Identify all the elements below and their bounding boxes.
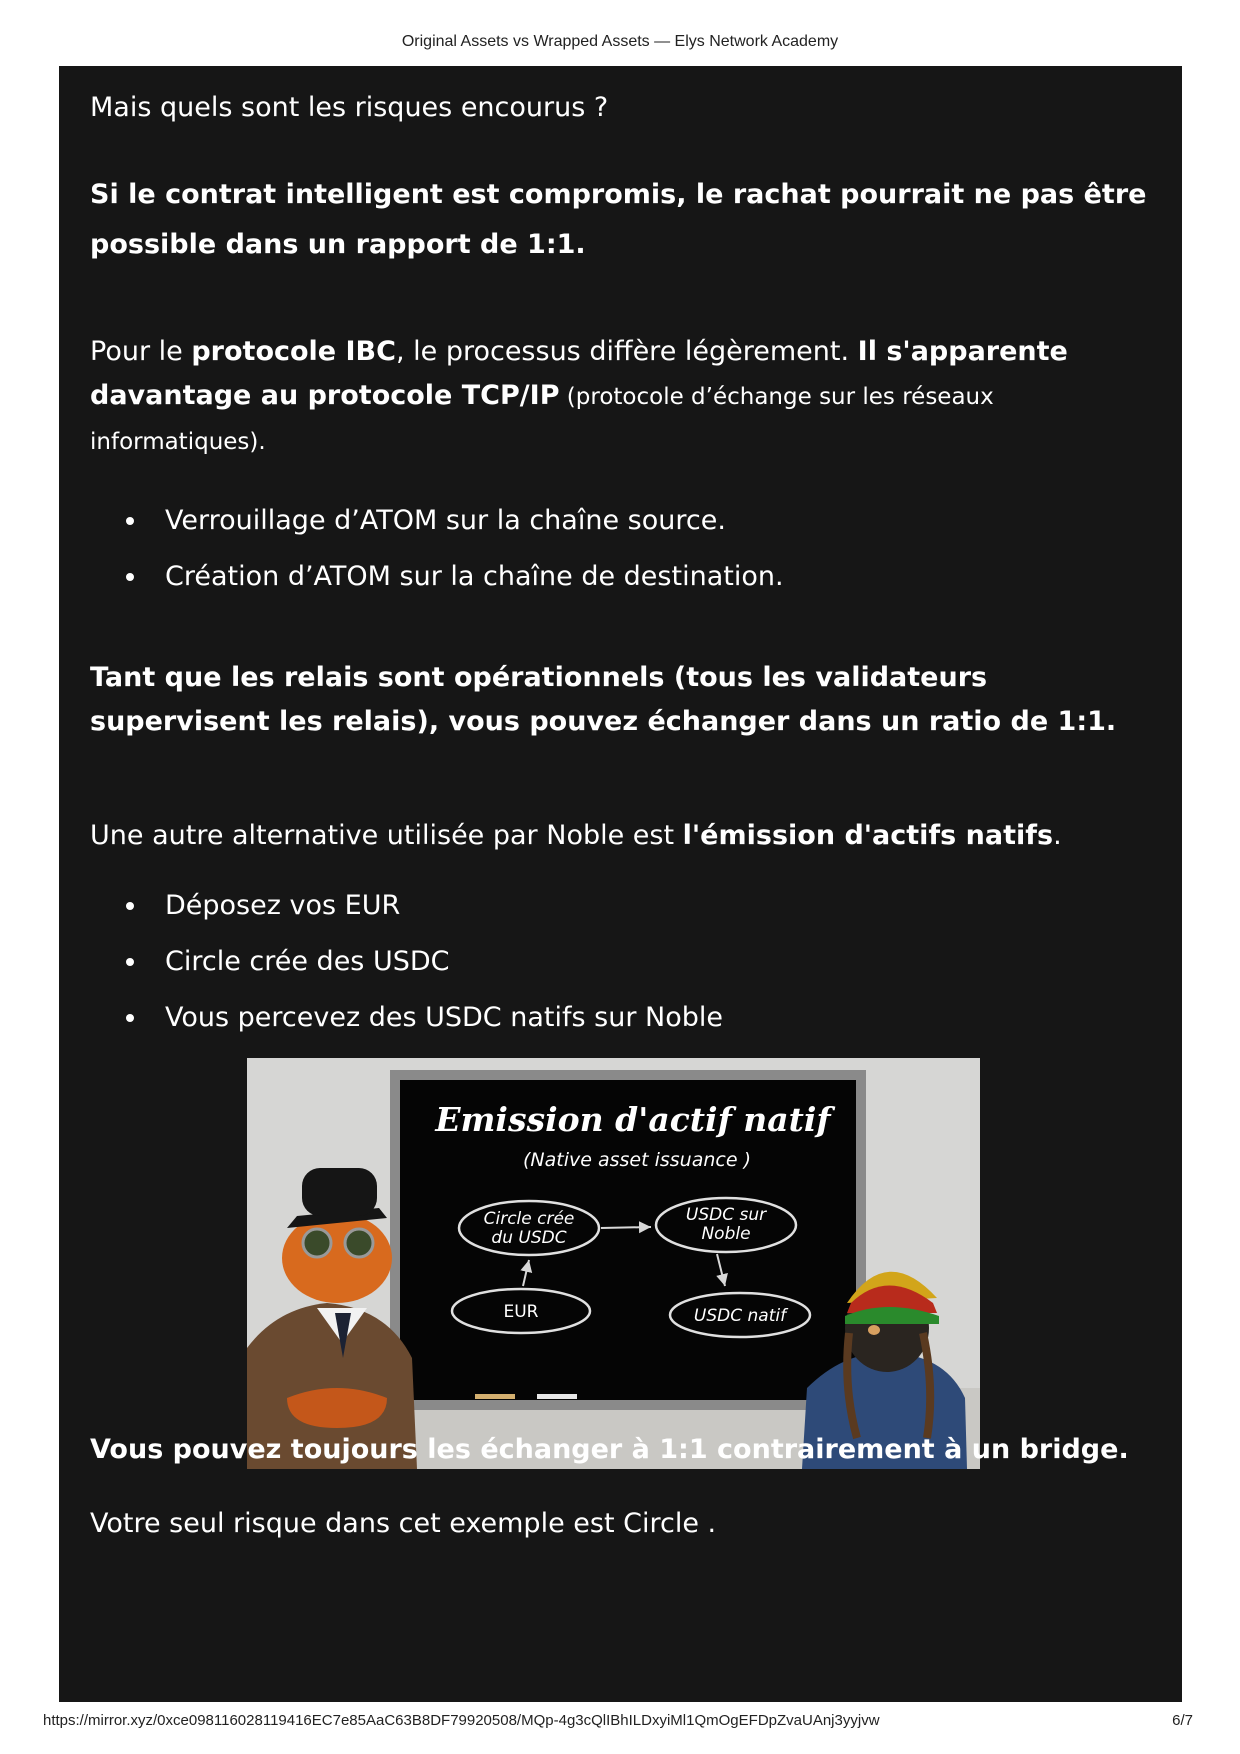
ibc-steps-list <box>90 499 784 611</box>
arrow-circle-to-noble <box>601 1227 651 1228</box>
native-issuance-illustration <box>247 1058 980 1469</box>
bullet-icon <box>126 573 134 581</box>
list-item: Circle crée des USDC <box>90 940 723 996</box>
print-header-title: Original Assets vs Wrapped Assets — Elys Network Academy <box>401 33 839 50</box>
bridge-statement: Vous pouvez toujours les échanger à 1:1 contrairement à un bridge. <box>90 1434 1129 1465</box>
ibc-bold-1: protocole IBC <box>191 336 396 367</box>
noble-text: Une autre alternative utilisée par Noble est <box>90 820 683 851</box>
ibc-bold-2: Il s'apparente davantage au protocole TCP/IP <box>90 336 1068 411</box>
noble-paragraph: Une autre alternative utilisée par Noble est l'émission d'actifs natifs. <box>90 820 1062 851</box>
illustration-title: Emission d'actif natif <box>435 1100 831 1139</box>
circle-risk-statement: Votre seul risque dans cet exemple est Circle . <box>90 1508 717 1539</box>
bullet-icon <box>126 958 134 966</box>
node-native-label: USDC natif <box>693 1306 787 1326</box>
list-item: Création d’ATOM sur la chaîne de destination. <box>90 555 784 611</box>
node-eur-label: EUR <box>503 1302 539 1322</box>
node-usdc-line2: Noble <box>701 1224 751 1244</box>
illustration-subtitle: (Native asset issuance ) <box>523 1149 751 1171</box>
bullet-icon <box>126 1014 134 1022</box>
node-usdc-line1: USDC sur <box>685 1205 767 1225</box>
page-number: 6/7 <box>1172 1712 1193 1729</box>
noble-bold: l'émission d'actifs natifs <box>682 820 1054 851</box>
list-item: Déposez vos EUR <box>90 884 723 940</box>
risks-question: Mais quels sont les risques encourus ? <box>90 92 609 123</box>
ibc-small: (protocole d’échange sur les réseaux informatiques). <box>90 384 994 455</box>
article-panel <box>59 66 1182 1702</box>
list-item: Verrouillage d’ATOM sur la chaîne source. <box>90 499 784 555</box>
print-footer <box>43 1712 1193 1729</box>
ibc-text-2: , le processus diffère légèrement. <box>395 336 858 367</box>
risk-statement: Si le contrat intelligent est compromis, le rachat pourrait ne pas être possible dans un rapport de 1:1. <box>90 179 1147 260</box>
noble-steps-list <box>90 884 723 1052</box>
node-circle-line1: Circle crée <box>483 1209 575 1229</box>
node-circle-line2: du USDC <box>491 1228 567 1248</box>
footer-url: https://mirror.xyz/0xce098116028119416EC7e85AaC63B8DF79920508/MQp-4g3cQlIBhILDxyiMl1QmOgEFDpZvaUAnj3yyjvw <box>43 1712 880 1729</box>
bullet-icon <box>126 902 134 910</box>
bullet-icon <box>126 517 134 525</box>
ibc-paragraph <box>90 330 1150 464</box>
relais-statement: Tant que les relais sont opérationnels (tous les validateurs supervisent les relais), vous pouvez échanger dans un ratio de 1:1. <box>90 662 1117 737</box>
list-item: Vous percevez des USDC natifs sur Noble <box>90 996 723 1052</box>
ibc-text-1: Pour le <box>90 336 192 367</box>
